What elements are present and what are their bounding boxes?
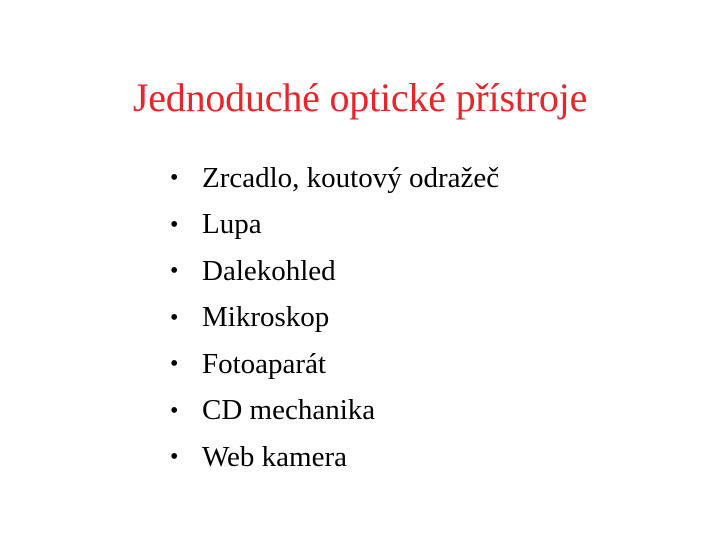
bullet-icon: •	[170, 165, 179, 192]
bullet-icon: •	[170, 304, 179, 331]
list-item	[170, 388, 499, 435]
list-item	[170, 295, 499, 342]
list-item-text: Fotoaparát	[202, 347, 327, 380]
list-item	[170, 434, 499, 481]
list-item-text: Zrcadlo, koutový odražeč	[202, 161, 500, 194]
bullet-icon: •	[170, 211, 179, 238]
list-item	[170, 248, 499, 295]
list-item-text: Web kamera	[202, 440, 347, 473]
list-item	[170, 155, 499, 202]
bullet-list	[170, 155, 499, 481]
bullet-icon: •	[170, 351, 179, 378]
list-item-text: Dalekohled	[202, 254, 336, 287]
list-item-text: Lupa	[202, 208, 262, 241]
bullet-icon: •	[170, 397, 179, 424]
list-item-text: CD mechanika	[202, 394, 376, 427]
bullet-icon: •	[170, 444, 179, 471]
list-item	[170, 341, 499, 388]
bullet-icon: •	[170, 258, 179, 285]
slide-title: Jednoduché optické přístroje	[132, 75, 588, 120]
list-item	[170, 202, 499, 249]
list-item-text: Mikroskop	[202, 301, 330, 334]
